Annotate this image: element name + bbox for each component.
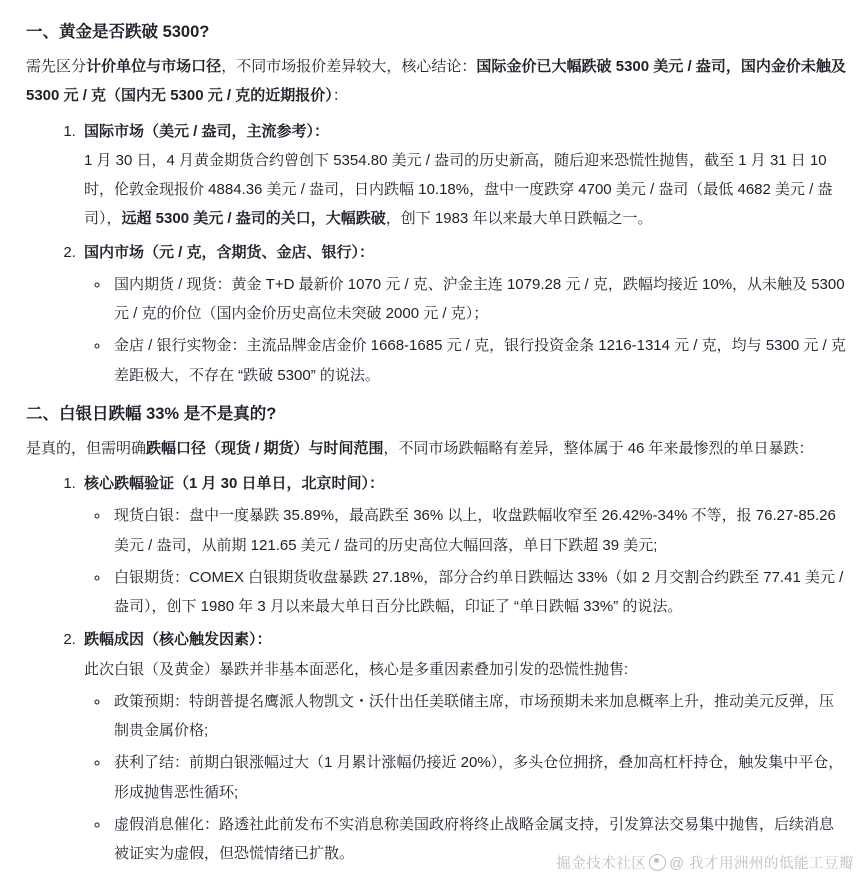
- sub-list-item: ◦ 获利了结：前期白银涨幅过大（1 月累计涨幅仍接近 20%），多头仓位拥挤，叠加高杠杆持仓，触发集中平仓，形成抛售恶性循环;: [110, 748, 846, 807]
- sub-list-item: ◦ 白银期货：COMEX 白银期货收盘暴跌 27.18%，部分合约单日跌幅达 33%（如 2 月交割合约跌至 77.41 美元 / 盎司），创下 1980 年 3 月以来最大单日百分比跌幅，印证了 “单日跌幅 33%” 的说法。: [110, 563, 846, 622]
- sub-list-item: ◦ 政策预期：特朗普提名鹰派人物凯文・沃什出任美联储主席，市场预期未来加息概率上升，推动美元反弹，压制贵金属价格;: [110, 687, 846, 746]
- intro-text-bold-2: 国际金价已大幅跌破 5300 美元 / 盎司，国内金价未触及 5300 元 / 克（国内无 5300 元 / 克的近期报价）: [26, 58, 846, 105]
- sub-list-item: ◦ 现货白银：盘中一度暴跌 35.89%，最高跌至 36% 以上，收盘跌幅收窄至 26.42%-34% 不等，报 76.27-85.26 美元 / 盎司，从前期 121.65 美元 / 盎司的历史高位大幅回落，单日下跌超 39 美元;: [110, 501, 846, 560]
- watermark-right-text: @ 我才用洲州的低能工豆瓣: [669, 855, 854, 872]
- list-item: [80, 238, 846, 390]
- list-item-note: 此次白银（及黄金）暴跌并非基本面恶化，核心是多重因素叠加引发的恐慌性抛售:: [84, 660, 629, 678]
- intro2-text-plain-2: ，不同市场跌幅略有差异，整体属于 46 年来最惨烈的单日暴跌：: [383, 439, 814, 457]
- section-2-intro: [26, 434, 846, 463]
- list-item: [80, 625, 846, 868]
- sub-list-item: ◦ 金店 / 银行实物金：主流品牌金店金价 1668-1685 元 / 克，银行投资金条 1216-1314 元 / 克，均与 5300 元 / 克差距极大，不存在 “跌破 5300” 的说法。: [110, 331, 846, 390]
- sub-list: [84, 687, 846, 869]
- list-item-label: 核心跌幅验证（1 月 30 日单日，北京时间）：: [84, 475, 385, 493]
- section-heading-2: 二、白银日跌幅 33% 是不是真的?: [26, 404, 277, 423]
- intro-text-plain-2: ，不同市场报价差异较大，核心结论：: [221, 58, 477, 76]
- body-text-plain: 1 月 30 日，4 月黄金期货合约曾创下 5354.80 美元 / 盎司的历史新高，随后迎来恐慌性抛售，截至 1 月 31 日 10 时，伦敦金现报价 4884.36 美元 / 盎司，日内跌幅 10.18%，盘中一度跌穿 4700 美元 / 盎司（最低 4682 美元 / 盎司），: [84, 151, 833, 228]
- list-item-label: 跌幅成因（核心触发因素）：: [84, 631, 272, 649]
- body-text-plain-2: ，创下 1983 年以来最大单日跌幅之一。: [385, 210, 653, 228]
- section-heading-1: 一、黄金是否跌破 5300?: [26, 23, 210, 41]
- watermark-left-text: 掘金技术社区: [556, 855, 647, 872]
- intro-text-plain-3: ：: [332, 87, 348, 105]
- sub-list: [84, 270, 846, 390]
- list-item-label: 国内市场（元 / 克，含期货、金店、银行）：: [84, 243, 375, 261]
- intro2-text-plain: 是真的，但需明确: [26, 439, 147, 457]
- list-item: [80, 117, 846, 234]
- body-text-bold: 远超 5300 美元 / 盎司的关口，大幅跌破: [121, 210, 386, 228]
- list-item-body: [84, 146, 846, 234]
- intro-text-plain: 需先区分: [26, 58, 87, 76]
- section-1-list: [26, 117, 846, 390]
- intro-text-bold: 计价单位与市场口径: [86, 58, 222, 76]
- list-item: [80, 469, 846, 621]
- sub-list-item: ◦ 虚假消息催化：路透社此前发布不实消息称美国政府将终止战略金属支持，引发算法交易集中抛售，后续消息被证实为虚假，但恐慌情绪已扩散。: [110, 810, 846, 869]
- list-item-label: 国际市场（美元 / 盎司，主流参考）：: [84, 122, 330, 140]
- section-1-intro: [26, 52, 846, 111]
- sub-list-item: ◦ 国内期货 / 现货：黄金 T+D 最新价 1070 元 / 克、沪金主连 1079.28 元 / 克，跌幅均接近 10%，从未触及 5300 元 / 克的价位（国内金价历史高位未突破 2000 元 / 克）；: [110, 270, 846, 329]
- sub-list: [84, 501, 846, 621]
- intro2-text-bold: 跌幅口径（现货 / 期货）与时间范围: [146, 439, 384, 457]
- section-2-list: [26, 469, 846, 868]
